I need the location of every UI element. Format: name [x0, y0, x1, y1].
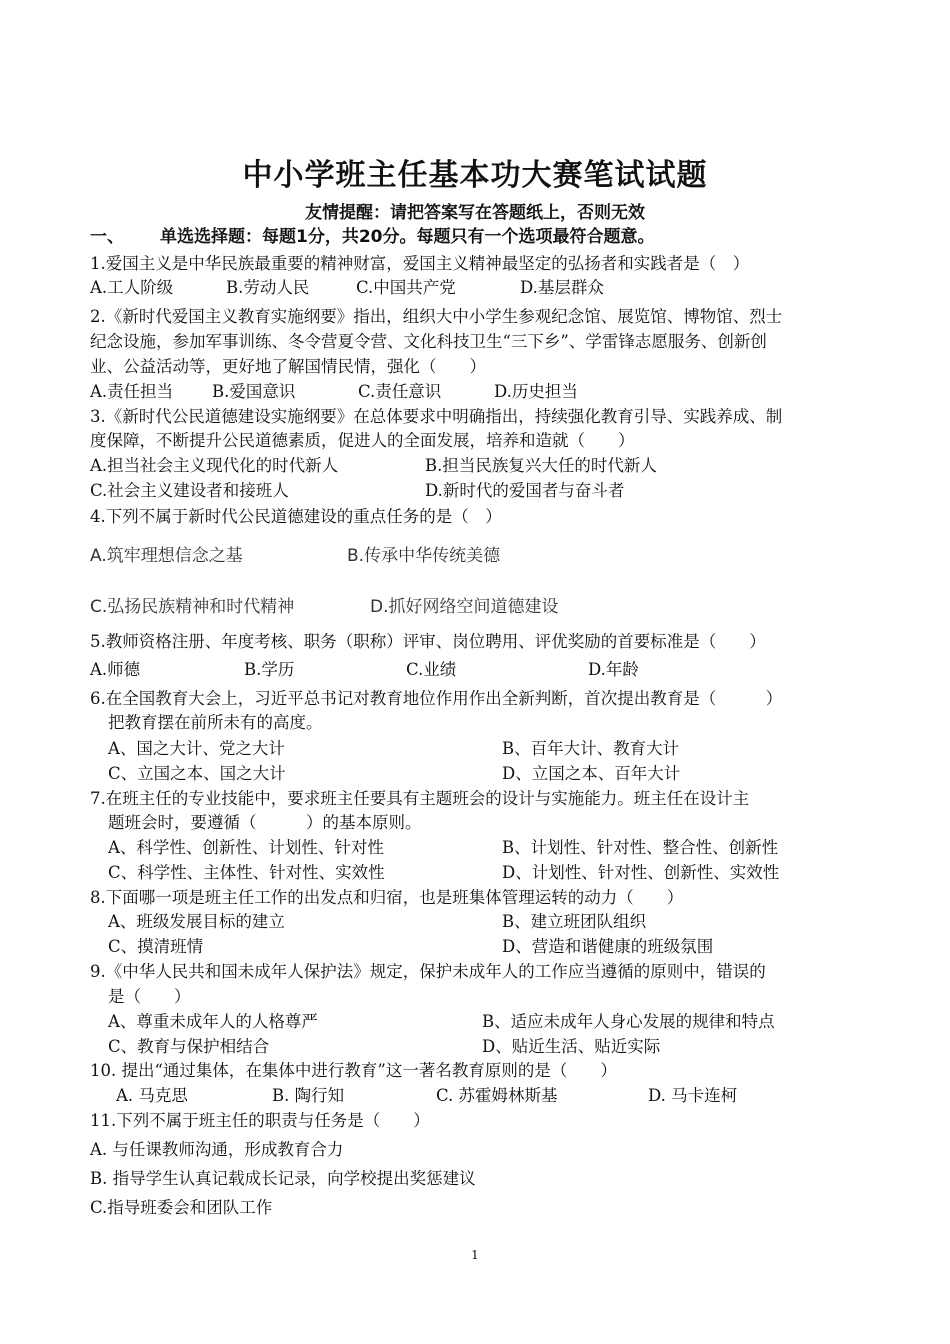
reminder-note: 友情提醒：请把答案写在答题纸上，否则无效: [305, 203, 645, 223]
q10-option-b: B. 陶行知: [272, 1086, 345, 1105]
q6-stem-line1: 6.在全国教育大会上，习近平总书记对教育地位作用作出全新判断，首次提出教育是（ ）: [90, 689, 783, 708]
page-title: 中小学班主任基本功大赛笔试试题: [242, 158, 708, 193]
section-number: 一、: [90, 227, 124, 247]
q8-option-b: B、建立班团队组织: [502, 912, 647, 931]
q10-option-c: C. 苏霍姆林斯基: [436, 1086, 558, 1105]
q5-option-a: A.师德: [90, 660, 141, 679]
q7-option-b: B、计划性、针对性、整合性、创新性: [502, 838, 779, 857]
q9-option-d: D、贴近生活、贴近实际: [482, 1037, 661, 1056]
q9-stem-line1: 9.《中华人民共和国未成年人保护法》规定，保护未成年人的工作应当遵循的原则中，错误的: [90, 962, 766, 981]
q7-option-d: D、计划性、针对性、创新性、实效性: [502, 863, 780, 882]
q10-option-a: A. 马克思: [116, 1086, 188, 1105]
q6-stem-line2: 把教育摆在前所未有的高度。: [108, 713, 323, 732]
q4-option-a: A.筑牢理想信念之基: [90, 546, 243, 566]
q2-option-d: D.历史担当: [494, 382, 578, 401]
q2-stem-line3: 业、公益活动等，更好地了解国情民情，强化（ ）: [90, 357, 486, 376]
q6-option-a: A、国之大计、党之大计: [108, 739, 285, 758]
q7-stem-line2: 题班会时，要遵循（ ）的基本原则。: [108, 813, 422, 832]
q9-option-b: B、适应未成年人身心发展的规律和特点: [482, 1012, 775, 1031]
q6-option-c: C、立国之本、国之大计: [108, 764, 286, 783]
q1-stem: 1.爱国主义是中华民族最重要的精神财富，爱国主义精神最坚定的弘扬者和实践者是（ ）: [90, 254, 750, 273]
q10-stem: 10. 提出“通过集体，在集体中进行教育”这一著名教育原则的是（ ）: [90, 1061, 617, 1080]
section-heading: [90, 222, 655, 247]
q3-stem-line1: 3.《新时代公民道德建设实施纲要》在总体要求中明确指出，持续强化教育引导、实践养成、制: [90, 407, 783, 426]
q9-option-c: C、教育与保护相结合: [108, 1037, 270, 1056]
q4-option-c: C.弘扬民族精神和时代精神: [90, 597, 295, 617]
q5-option-d: D.年龄: [588, 660, 639, 679]
q5-option-c: C.业绩: [406, 660, 457, 679]
q3-option-c: C.社会主义建设者和接班人: [90, 481, 289, 500]
q8-option-c: C、摸清班情: [108, 937, 204, 956]
q2-stem-line1: 2.《新时代爱国主义教育实施纲要》指出，组织大中小学生参观纪念馆、展览馆、博物馆、烈士: [90, 307, 783, 326]
q6-option-d: D、立国之本、百年大计: [502, 764, 681, 783]
q1-option-d: D.基层群众: [520, 278, 604, 297]
q8-option-d: D、营造和谐健康的班级氛围: [502, 937, 714, 956]
q11-option-b: B. 指导学生认真记载成长记录，向学校提出奖惩建议: [90, 1169, 476, 1188]
section-heading-text: 单选选择题：每题1分，共20分。每题只有一个选项最符合题意。: [160, 227, 655, 247]
q2-option-a: A.责任担当: [90, 382, 174, 401]
q11-option-a: A. 与任课教师沟通，形成教育合力: [90, 1140, 344, 1159]
q9-stem-line2: 是（ ）: [108, 987, 191, 1006]
q4-option-b: B.传承中华传统美德: [347, 546, 501, 566]
q2-option-c: C.责任意识: [358, 382, 442, 401]
q4-option-d: D.抓好网络空间道德建设: [370, 597, 559, 617]
q3-option-a: A.担当社会主义现代化的时代新人: [90, 456, 339, 475]
q2-stem-line2: 纪念设施，参加军事训练、冬令营夏令营、文化科技卫生“三下乡”、学雷锋志愿服务、创新创: [90, 332, 767, 351]
q10-option-d: D. 马卡连柯: [648, 1086, 738, 1105]
q3-option-b: B.担当民族复兴大任的时代新人: [425, 456, 657, 475]
q1-option-b: B.劳动人民: [226, 278, 310, 297]
q5-stem: 5.教师资格注册、年度考核、职务（职称）评审、岗位聘用、评优奖励的首要标准是（ ）: [90, 632, 766, 651]
q4-stem: 4.下列不属于新时代公民道德建设的重点任务的是（ ）: [90, 507, 502, 526]
q2-option-b: B.爱国意识: [212, 382, 296, 401]
q11-option-c: C.指导班委会和团队工作: [90, 1198, 273, 1217]
q1-option-a: A.工人阶级: [90, 278, 174, 297]
q7-option-c: C、科学性、主体性、针对性、实效性: [108, 863, 385, 882]
q3-stem-line2: 度保障，不断提升公民道德素质，促进人的全面发展，培养和造就（ ）: [90, 431, 635, 450]
q5-option-b: B.学历: [244, 660, 295, 679]
page-number: 1: [471, 1248, 479, 1262]
q8-stem: 8.下面哪一项是班主任工作的出发点和归宿，也是班集体管理运转的动力（ ）: [90, 888, 684, 907]
q9-option-a: A、尊重未成年人的人格尊严: [108, 1012, 318, 1031]
q11-stem: 11.下列不属于班主任的职责与任务是（ ）: [90, 1111, 430, 1130]
q1-option-c: C.中国共产党: [356, 278, 456, 297]
q7-stem-line1: 7.在班主任的专业技能中，要求班主任要具有主题班会的设计与实施能力。班主任在设计主: [90, 789, 750, 808]
q7-option-a: A、科学性、创新性、计划性、针对性: [108, 838, 384, 857]
q3-option-d: D.新时代的爱国者与奋斗者: [425, 481, 625, 500]
q8-option-a: A、班级发展目标的建立: [108, 912, 285, 931]
q6-option-b: B、百年大计、教育大计: [502, 739, 680, 758]
